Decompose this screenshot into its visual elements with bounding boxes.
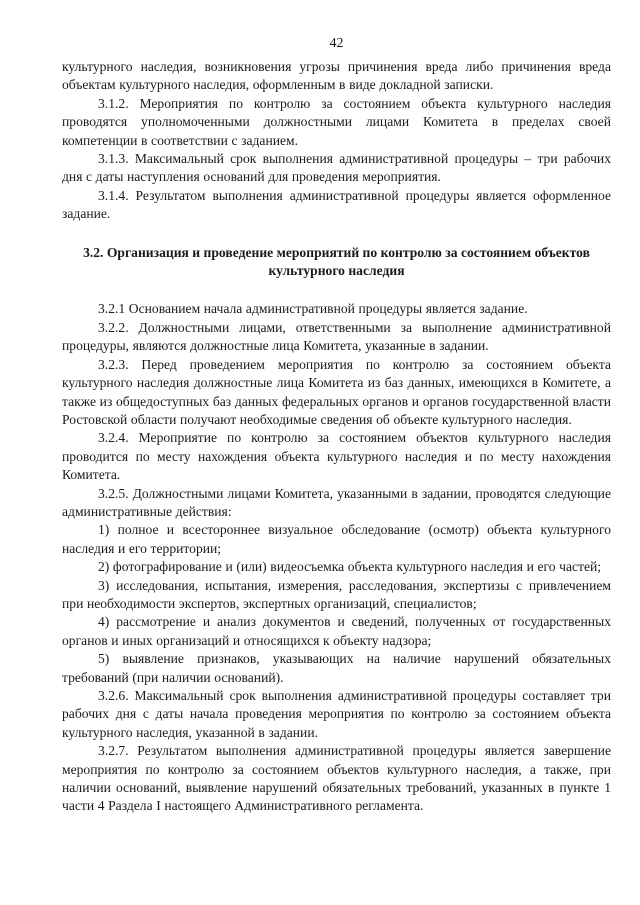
list-item-2: 2) фотографирование и (или) видеосъемка объекта культурного наследия и его частей; — [98, 559, 602, 575]
list-item-3: 3) исследования, испытания, измерения, расследования, экспертизы с привлечением при необходимости экспертов, экспертных организаций, специалистов; — [62, 577, 611, 611]
list-item-5: 5) выявление признаков, указывающих на наличие нарушений обязательных требований (при наличии оснований). — [62, 651, 611, 685]
paragraph-continuation: культурного наследия, возникновения угрозы причинения вреда либо причинения вреда объектам культурного наследия, оформленным в виде докладной записки. — [62, 59, 611, 93]
paragraph-3-2-5: 3.2.5. Должностными лицами Комитета, указанными в задании, проводятся следующие административные действия: — [62, 485, 611, 519]
paragraph-3-1-2: 3.1.2. Мероприятия по контролю за состоянием объекта культурного наследия проводятся уполномоченными должностными лицами Комитета в пределах своей компетенции в соответствии с заданием. — [62, 95, 611, 148]
paragraph-3-2-7: 3.2.7. Результатом выполнения административной процедуры является завершение мероприятия по контролю за состоянием объектов культурного наследия, а также, при наличии оснований, выявление нарушений обязательных требований, указанных в пункте 1 части 4 Раздела I настоящего Административного регламента. — [62, 743, 611, 814]
paragraph-3-1-4: 3.1.4. Результатом выполнения административной процедуры является оформленное задание. — [62, 187, 611, 222]
paragraph-3-2-3: 3.2.3. Перед проведением мероприятия по контролю за состоянием объекта культурного наследия должностные лица Комитета из баз данных, имеющихся в Комитете, а также из общедоступных баз данных федеральных органов и органов государственной власти Ростовской области получают необходимые сведения об объекте культурного наследия. — [62, 356, 611, 427]
document-page — [62, 36, 611, 816]
paragraph-3-2-6: 3.2.6. Максимальный срок выполнения административной процедуры составляет три рабочих дня с даты начала проведения мероприятия по контролю за состоянием объекта культурного наследия, указанной в задании. — [62, 688, 611, 740]
paragraph-3-2-4: 3.2.4. Мероприятие по контролю за состоянием объектов культурного наследия проводится по месту нахождения объекта культурного наследия и по месту нахождения Комитета. — [62, 430, 611, 483]
paragraph-3-2-2: 3.2.2. Должностными лицами, ответственными за выполнение административной процедуры, являются должностные лица Комитета, указанные в задании. — [62, 319, 611, 354]
paragraph-3-2-1: 3.2.1 Основанием начала административной процедуры является задание. — [98, 301, 528, 317]
section-heading: 3.2. Организация и проведение мероприятий по контролю за состоянием объектов культурного наследия — [83, 244, 590, 279]
paragraph-3-1-3: 3.1.3. Максимальный срок выполнения административной процедуры – три рабочих дня с даты наступления оснований для проведения мероприятия. — [62, 151, 611, 185]
page-number: 42 — [329, 36, 344, 51]
list-item-4: 4) рассмотрение и анализ документов и сведений, полученных от государственных органов и иных организаций и относящихся к объекту надзора; — [62, 614, 611, 648]
list-item-1: 1) полное и всестороннее визуальное обследование (осмотр) объекта культурного наследия и его территории; — [62, 522, 611, 556]
